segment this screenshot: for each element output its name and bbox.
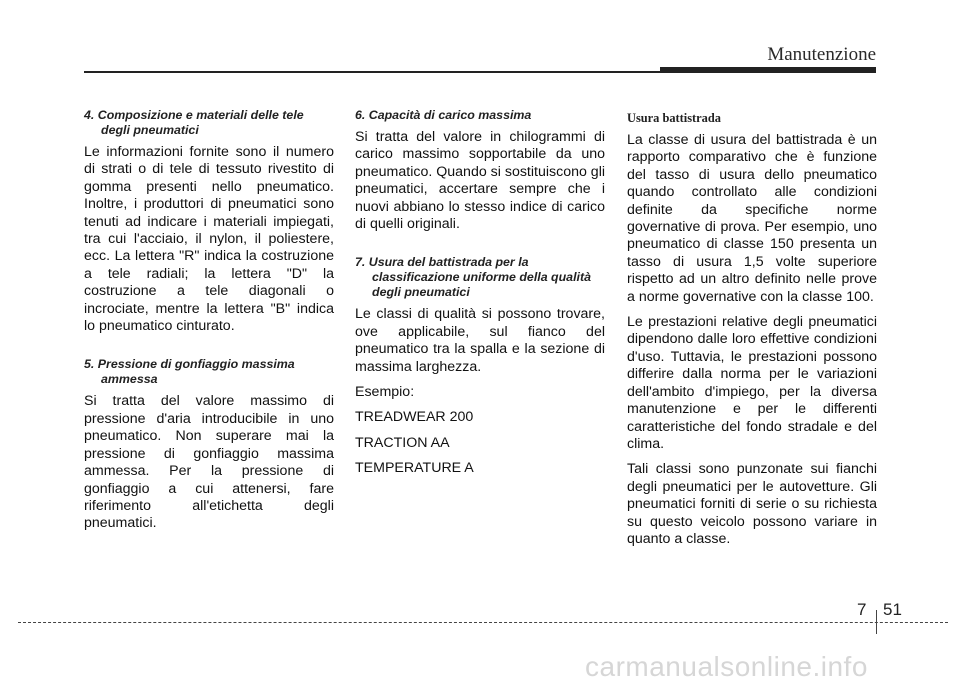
- section-7-body: Le classi di qualità si possono trovare, ove applicabile, sul fianco del pneumatico tra la spalla e la sezione di massima larghezza.: [355, 306, 605, 375]
- example-line-temperature: TEMPERATURE A: [355, 460, 474, 477]
- usura-paragraph-2: Le prestazioni relative degli pneumatici dipendono dalle loro effettive condizioni d'uso. Tuttavia, le prestazioni possono differire dalla norma per le variazioni dell'ambito d'impiego, per la diversa manutenzione e per le differenti caratteristiche del fondo stradale e del clima.: [627, 314, 877, 452]
- section-heading-5: 5. Pressione di gonfiaggio massima ammessa: [84, 357, 295, 387]
- section-heading-usura: Usura battistrada: [627, 111, 721, 125]
- column-1: [84, 108, 334, 555]
- chapter-number: 7: [857, 600, 867, 619]
- usura-paragraph-1: La classe di usura del battistrada è un rapporto comparativo che è funzione del tasso di usura dello pneumatico quando controllato alle condizioni definite da specifiche norme governative di prova. Per esempio, uno pneumatico di classe 150 presenta un tasso di usura 1,5 volte superiore rispetto ad un altro definito nelle prove a norme governative con la classe 100.: [627, 132, 877, 305]
- footer-divider: [876, 610, 877, 634]
- example-line-treadwear: TREADWEAR 200: [355, 409, 474, 426]
- usura-paragraph-3: Tali classi sono punzonate sui fianchi degli pneumatici per le autovetture. Gli pneumatici forniti di serie o su richiesta su questo veicolo possono variare in quanto a classe.: [627, 461, 877, 547]
- column-2: [355, 108, 605, 486]
- column-3: [627, 108, 877, 556]
- page-number: 51: [883, 600, 902, 619]
- section-heading-4: 4. Composizione e materiali delle tele degli pneumatici: [84, 108, 304, 137]
- example-line-traction: TRACTION AA: [355, 434, 450, 451]
- section-4-body: Le informazioni fornite sono il numero di strati o di tele di tessuto rivestito di gomma presenti nello pneumatico. Inoltre, i produttori di pneumatici sono tenuti ad indicare i materiali impiegati, tra cui l'acciaio, il nylon, il poliestere, ecc. La lettera "R" indica la costruzione a tele radiali; la lettera "D" la costruzione a tele diagonali o incrociate, mentre la lettera "B" indica lo pneumatico cinturato.: [84, 144, 334, 335]
- section-5-body: Si tratta del valore massimo di pressione d'aria introducibile in uno pneumatico. Non superare mai la pressione di gonfiaggio massima ammessa. Per la pressione di gonfiaggio a cui attenersi, fare riferimento all'etichetta degli pneumatici.: [84, 393, 334, 532]
- footer-rule: [18, 622, 948, 623]
- example-label: Esempio:: [355, 384, 415, 401]
- header-rule-thick: [660, 67, 876, 73]
- section-heading-6: 6. Capacità di carico massima: [355, 108, 532, 122]
- header-title: Manutenzione: [767, 44, 876, 65]
- section-6-body: Si tratta del valore in chilogrammi di carico massimo sopportabile da uno pneumatico. Quando si sostituiscono gli pneumatici, accertare sempre che i nuovi abbiano lo stesso indice di carico di quelli originali.: [355, 129, 605, 233]
- watermark-text: carmanualsonline.info: [585, 651, 868, 682]
- section-heading-7: 7. Usura del battistrada per la classificazione uniforme della qualità degli pneumatici: [355, 255, 591, 300]
